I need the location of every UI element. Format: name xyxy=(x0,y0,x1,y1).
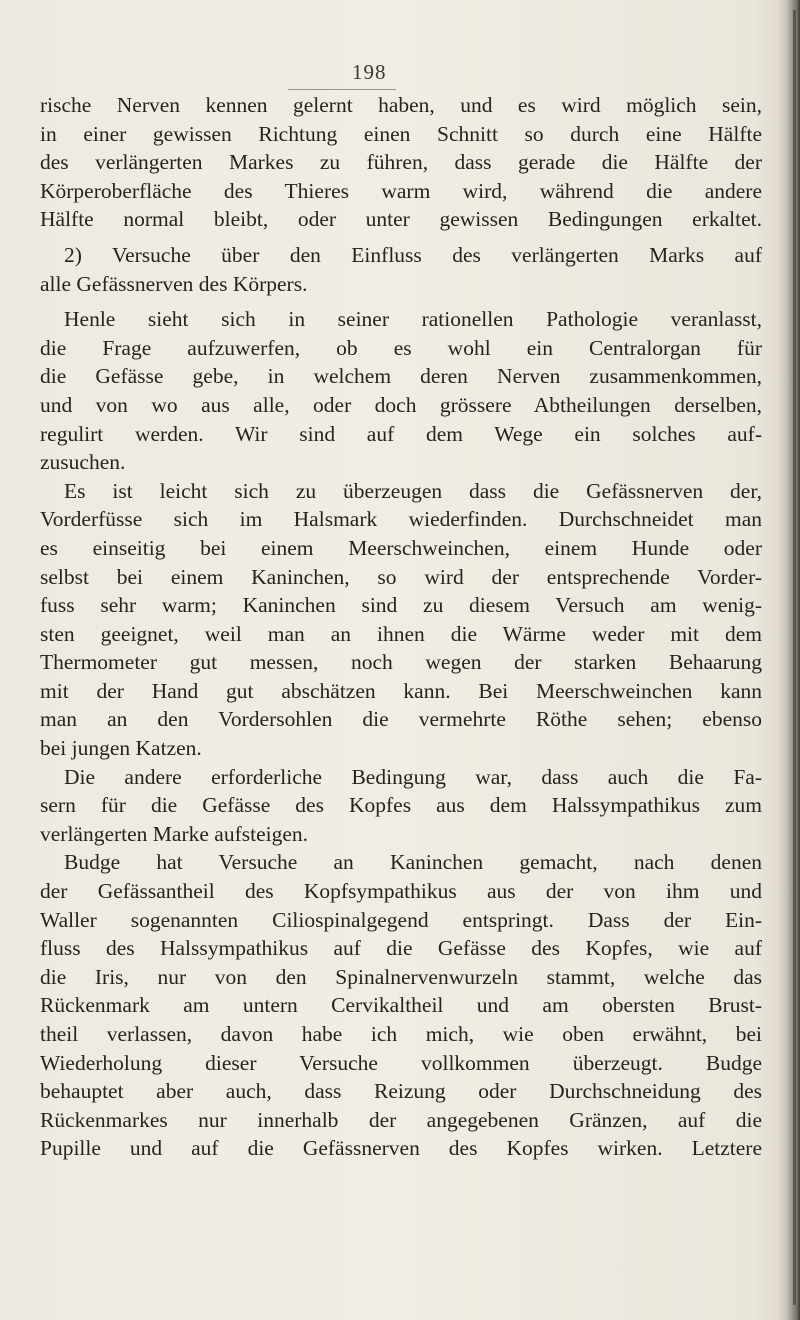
paragraph-gap xyxy=(40,298,762,305)
text-line: behauptet aber auch, dass Reizung oder Durchschneidung des xyxy=(40,1079,762,1104)
page-edge-shadow xyxy=(778,0,800,1320)
text-line: die Iris, nur von den Spinalnervenwurzeln stammt, welche das xyxy=(40,964,762,989)
paragraph xyxy=(40,241,762,270)
text-line: alle Gefässnerven des Körpers. xyxy=(40,271,308,296)
paragraph xyxy=(40,91,762,234)
text-line: die Frage aufzuwerfen, ob es wohl ein Centralorgan für xyxy=(40,335,762,360)
text-line: in einer gewissen Richtung einen Schnitt so durch eine Hälfte xyxy=(40,121,762,146)
text-line: die Gefässe gebe, in welchem deren Nerven zusammenkommen, xyxy=(40,364,762,389)
text-line: Hälfte normal bleibt, oder unter gewissen Bedingungen erkaltet. xyxy=(40,207,762,232)
paragraph-continuation xyxy=(40,791,762,848)
text-line: sten geeignet, weil man an ihnen die Wärme weder mit dem xyxy=(40,621,762,646)
text-line: es einseitig bei einem Meerschweinchen, einem Hunde oder xyxy=(40,535,762,560)
body-text xyxy=(40,91,762,1163)
text-line: und von wo aus alle, oder doch grössere Abtheilungen derselben, xyxy=(40,392,762,417)
paragraph-continuation xyxy=(40,334,762,477)
paragraph xyxy=(40,477,762,506)
paragraph xyxy=(40,305,762,334)
text-line: Henle sieht sich in seiner rationellen Pathologie veranlasst, xyxy=(64,307,762,332)
text-line: Körperoberfläche des Thieres warm wird, während die andere xyxy=(40,178,762,203)
text-line: zusuchen. xyxy=(40,450,126,475)
text-line: der Gefässantheil des Kopfsympathikus aus der von ihm und xyxy=(40,879,762,904)
text-line: Wiederholung dieser Versuche vollkommen überzeugt. Budge xyxy=(40,1050,762,1075)
text-line: des verlängerten Markes zu führen, dass gerade die Hälfte der xyxy=(40,150,762,175)
text-line: regulirt werden. Wir sind auf dem Wege ein solches auf- xyxy=(40,421,762,446)
text-line: Die andere erforderliche Bedingung war, dass auch die Fa- xyxy=(64,764,762,789)
page-edge-line xyxy=(793,10,796,1305)
text-line: verlängerten Marke aufsteigen. xyxy=(40,821,309,846)
text-line: man an den Vordersohlen die vermehrte Röthe sehen; ebenso xyxy=(40,707,762,732)
text-line: Thermometer gut messen, noch wegen der starken Behaarung xyxy=(40,650,762,675)
paragraph-continuation xyxy=(40,270,762,299)
text-line: rische Nerven kennen gelernt haben, und es wird möglich sein, xyxy=(40,93,762,117)
page-number: 198 xyxy=(352,60,387,84)
text-line: fluss des Halssympathikus auf die Gefässe des Kopfes, wie auf xyxy=(40,936,762,961)
text-line: Vorderfüsse sich im Halsmark wiederfinden. Durchschneidet man xyxy=(40,507,762,532)
text-line: mit der Hand gut abschätzen kann. Bei Meerschweinchen kann xyxy=(40,678,762,703)
text-line: theil verlassen, davon habe ich mich, wie oben erwähnt, bei xyxy=(40,1022,762,1046)
paragraph-gap xyxy=(40,234,762,241)
text-line: bei jungen Katzen. xyxy=(40,736,202,761)
paragraph xyxy=(40,848,762,877)
text-line: Rückenmarkes nur innerhalb der angegebenen Gränzen, auf die xyxy=(40,1107,762,1132)
text-line: selbst bei einem Kaninchen, so wird der entsprechende Vorder- xyxy=(40,564,762,589)
text-line: Rückenmark am untern Cervikaltheil und am obersten Brust- xyxy=(40,993,762,1018)
page-number-rule xyxy=(288,89,396,90)
text-line: sern für die Gefässe des Kopfes aus dem Halssympathikus zum xyxy=(40,793,762,818)
text-line: fuss sehr warm; Kaninchen sind zu diesem Versuch am wenig- xyxy=(40,593,762,618)
text-line: Budge hat Versuche an Kaninchen gemacht, nach denen xyxy=(64,850,762,875)
text-line: Waller sogenannten Ciliospinalgegend entspringt. Dass der Ein- xyxy=(40,907,762,932)
paragraph-continuation xyxy=(40,505,762,762)
paragraph xyxy=(40,763,762,792)
text-line: Pupille und auf die Gefässnerven des Kopfes wirken. Letztere xyxy=(40,1136,762,1161)
text-line: Es ist leicht sich zu überzeugen dass die Gefässnerven der, xyxy=(64,478,762,503)
paragraph-continuation xyxy=(40,877,762,1163)
text-line: 2) Versuche über den Einfluss des verlängerten Marks auf xyxy=(64,242,762,267)
